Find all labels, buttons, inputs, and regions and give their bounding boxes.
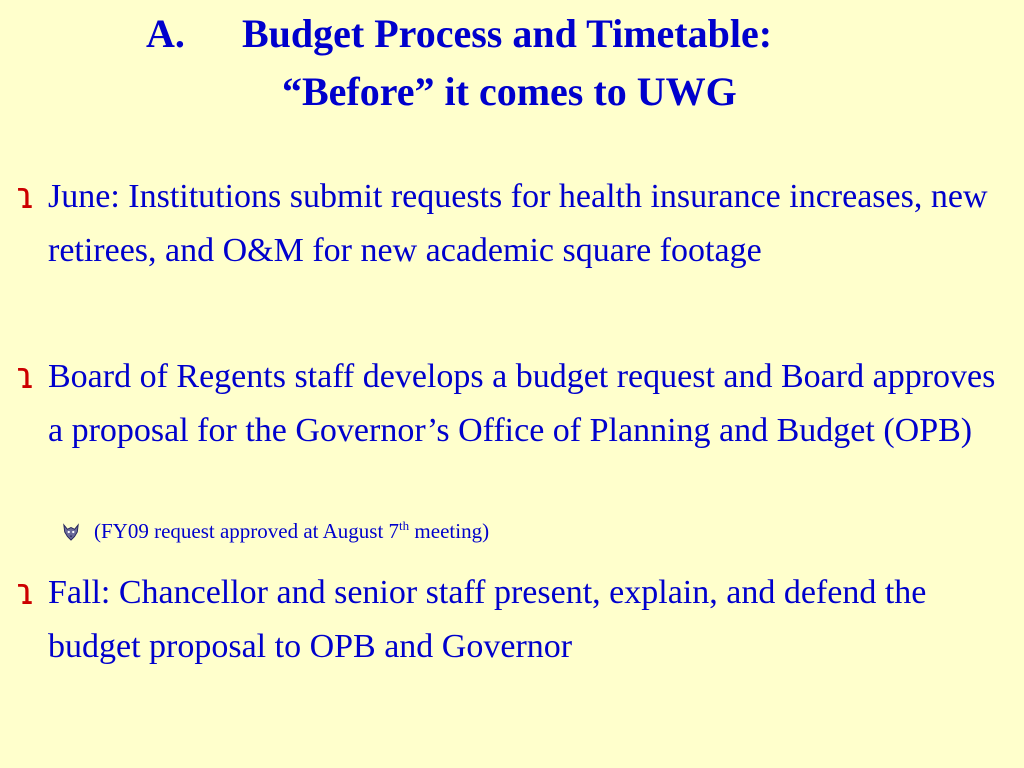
bullet-marker-icon: ɿ: [16, 356, 36, 397]
title-section-letter: A.: [146, 11, 185, 56]
sub-bullet-text-end: meeting): [409, 519, 490, 543]
bullet-text: June: Institutions submit requests for health insurance increases, new retirees, and O&M for new academic square footage: [48, 178, 988, 269]
title-line-1: [146, 8, 772, 60]
sub-bullet-superscript: th: [399, 518, 410, 533]
title-main-text: Budget Process and Timetable:: [242, 11, 773, 56]
bullet-text: Fall: Chancellor and senior staff present, explain, and defend the budget proposal to OPB and Governor: [48, 574, 927, 665]
sub-bullet-text: [94, 516, 489, 546]
bullet-marker-icon: ɿ: [16, 176, 36, 217]
wolf-head-icon: [62, 523, 80, 541]
bullet-text: Board of Regents staff develops a budget request and Board approves a proposal for the Governor’s Office of Planning and Budget (OPB): [48, 358, 996, 449]
title-line-2: “Before” it comes to UWG: [282, 69, 737, 114]
bullet-marker-icon: ɿ: [16, 572, 36, 613]
sub-bullet-text-main: (FY09 request approved at August 7: [94, 519, 400, 543]
